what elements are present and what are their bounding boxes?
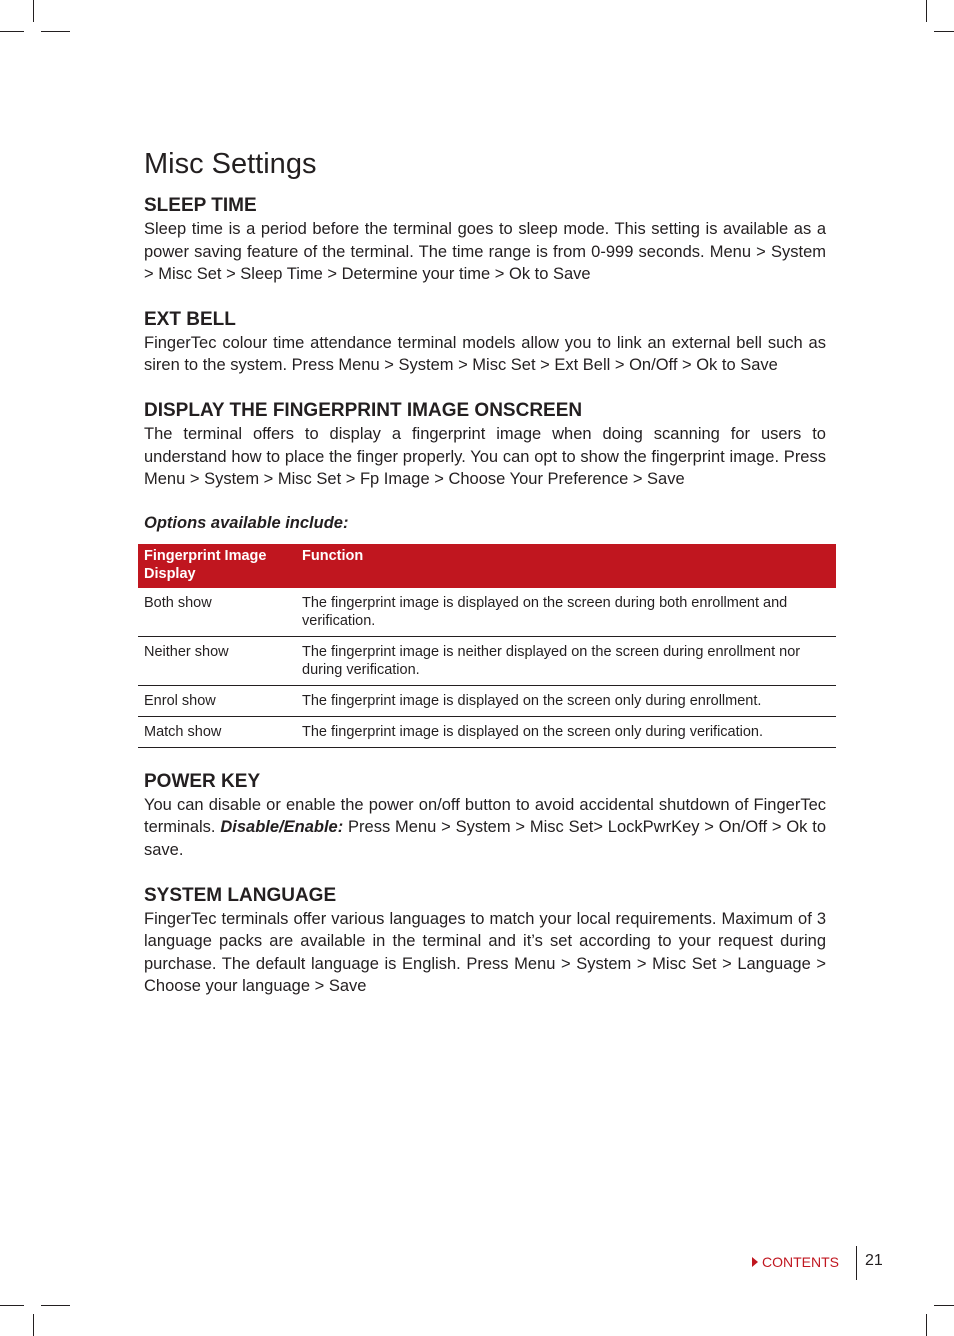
section-body: The terminal offers to display a fingerprint image when doing scanning for users to understand how to place the finger properly. You can opt to show the fingerprint image. Press Menu > System > Misc Set > Fp Image > Choose Your Preference > Save xyxy=(144,424,826,489)
table-header-row xyxy=(138,544,836,588)
table-cell-option: Both show xyxy=(138,588,296,637)
page-footer xyxy=(0,1246,954,1280)
body-text: Press Menu > System > Misc Set> LockPwrKey > On/Off > Ok to save. xyxy=(144,818,826,859)
crop-mark xyxy=(0,1305,24,1306)
table-row xyxy=(138,716,836,747)
table-cell-function: The fingerprint image is displayed on the screen only during enrollment. xyxy=(296,685,836,716)
table-cell-function: The fingerprint image is displayed on the screen only during verification. xyxy=(296,716,836,747)
contents-label: CONTENTS xyxy=(762,1254,839,1270)
section-sleep-time xyxy=(144,194,826,286)
section-heading: SLEEP TIME xyxy=(144,195,257,216)
table-header-cell: Fingerprint Image Display xyxy=(138,544,296,588)
options-table xyxy=(138,544,836,748)
contents-link[interactable] xyxy=(752,1253,839,1271)
crop-mark xyxy=(934,31,954,32)
table-cell-option: Match show xyxy=(138,716,296,747)
table-row xyxy=(138,588,836,637)
crop-mark xyxy=(33,0,34,22)
triangle-right-icon xyxy=(752,1257,758,1267)
crop-mark xyxy=(41,1305,70,1306)
section-ext-bell xyxy=(144,308,826,377)
section-heading: SYSTEM LANGUAGE xyxy=(144,884,337,906)
crop-mark xyxy=(0,31,24,32)
table-cell-function: The fingerprint image is neither displayed on the screen during enrollment nor during verification. xyxy=(296,636,836,685)
footer-divider xyxy=(856,1246,857,1280)
section-heading: DISPLAY THE FINGERPRINT IMAGE ONSCREEN xyxy=(144,399,583,421)
table-cell-option: Neither show xyxy=(138,636,296,685)
section-body: FingerTec colour time attendance terminal models allow you to link an external bell such as siren to the system. Press Menu > System > Misc Set > Ext Bell > On/Off > Ok to Save xyxy=(144,333,826,375)
options-label: Options available include: xyxy=(144,513,349,532)
crop-mark xyxy=(934,1305,954,1306)
section-system-language xyxy=(144,884,826,998)
page-content xyxy=(144,146,826,1020)
page-number: 21 xyxy=(865,1252,883,1269)
body-text: You can disable or enable the power on/off button to avoid accidental shutdown of FingerTec terminals. xyxy=(144,795,826,837)
table-cell-function: The fingerprint image is displayed on the screen during both enrollment and verification. xyxy=(296,588,836,637)
crop-mark xyxy=(926,0,927,22)
section-body: Sleep time is a period before the terminal goes to sleep mode. This setting is available as a power saving feature of the terminal. The time range is from 0-999 seconds. Menu > System > Misc Set > Sleep Time > Determine your time > Ok to Save xyxy=(144,220,826,284)
section-heading: POWER KEY xyxy=(144,770,261,792)
crop-mark xyxy=(41,31,70,32)
section-power-key xyxy=(144,770,826,862)
section-heading: EXT BELL xyxy=(144,308,236,330)
table-row xyxy=(138,636,836,685)
section-fingerprint-display xyxy=(144,399,826,534)
section-body: FingerTec terminals offer various languages to match your local requirements. Maximum of 3 language packs are available in the terminal and it’s set according to your request during purchase. The default language is English. Press Menu > System > Misc Set > Language > Choose your language > Save xyxy=(144,909,826,996)
table-row xyxy=(138,685,836,716)
section-body xyxy=(144,794,826,862)
body-emphasis: Disable/Enable: xyxy=(220,818,344,837)
table-cell-option: Enrol show xyxy=(138,685,296,716)
crop-mark xyxy=(926,1314,927,1336)
table-header-cell: Function xyxy=(296,544,836,588)
crop-mark xyxy=(33,1314,34,1336)
page-title: Misc Settings xyxy=(144,148,317,180)
